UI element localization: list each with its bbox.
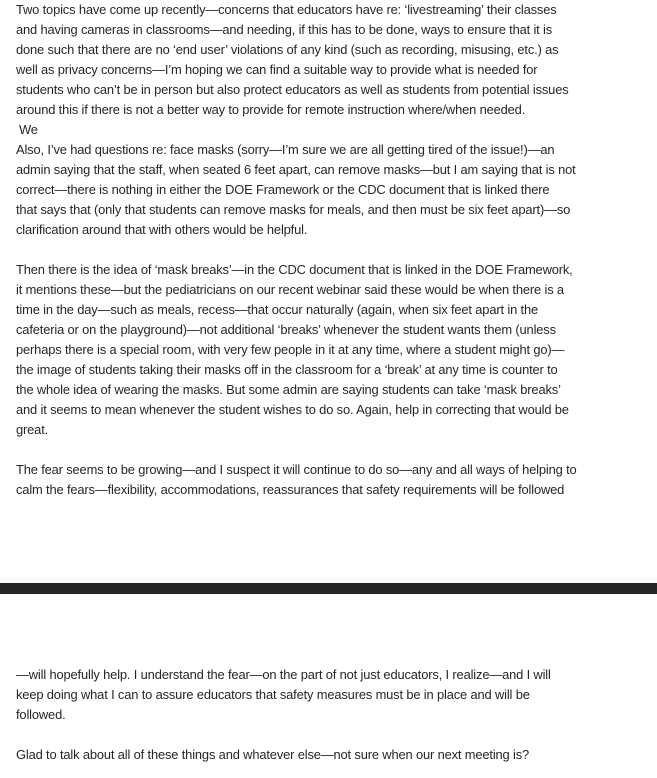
- text-line: well as privacy concerns—I’m hoping we can find a suitable way to provide what is needed for: [16, 62, 538, 77]
- text-line: Then there is the idea of ‘mask breaks’—in the CDC document that is linked in the DOE Framework,: [16, 262, 573, 277]
- text-line: calm the fears—flexibility, accommodations, reassurances that safety requirements will be followed: [16, 482, 565, 497]
- text-line: the image of students taking their masks off in the classroom for a ‘break’ at any time is counter to: [16, 362, 558, 377]
- text-line: We: [19, 122, 38, 137]
- text-line: cafeteria or on the playground)—not additional ‘breaks’ whenever the student wants them (unless: [16, 322, 556, 337]
- text-line: around this if there is not a better way to provide for remote instruction where/when needed.: [16, 102, 526, 117]
- text-line: admin saying that the staff, when seated 6 feet apart, can remove masks—but I am saying that is not: [16, 162, 576, 177]
- text-line: the whole idea of wearing the masks. But some admin are saying students can take ‘mask breaks’: [16, 382, 561, 397]
- text-line: great.: [16, 422, 49, 437]
- text-line: keep doing what I can to assure educators that safety measures must be in place and will be: [16, 687, 530, 702]
- text-line: students who can’t be in person but also protect educators as well as students from potential issues: [16, 82, 569, 97]
- text-line: Also, I’ve had questions re: face masks (sorry—I’m sure we are all getting tired of the issue!)—an: [16, 142, 555, 157]
- page-break-divider: [0, 583, 657, 594]
- text-line: done such that there are no ‘end user’ violations of any kind (such as recording, misusing, etc.) as: [16, 42, 559, 57]
- text-line: Glad to talk about all of these things and whatever else—not sure when our next meeting is?: [16, 747, 530, 762]
- text-line: and having cameras in classrooms—and needing, if this has to be done, ways to ensure that it is: [16, 22, 553, 37]
- text-line: perhaps there is a special room, with very few people in it at any time, where a student might go)—: [16, 342, 565, 357]
- text-line: —will hopefully help. I understand the fear—on the part of not just educators, I realize—and I will: [16, 667, 551, 682]
- text-line: correct—there is nothing in either the DOE Framework or the CDC document that is linked there: [16, 182, 550, 197]
- text-line: it mentions these—but the pediatricians on our recent webinar said these would be when there is a: [16, 282, 564, 297]
- text-line: time in the day—such as meals, recess—that occur naturally (again, when six feet apart in the: [16, 302, 538, 317]
- text-line: and it seems to mean whenever the student wishes to do so. Again, help in correcting that would be: [16, 402, 569, 417]
- text-line: The fear seems to be growing—and I suspect it will continue to do so—any and all ways of helping to: [16, 462, 577, 477]
- text-line: that says that (only that students can remove masks for meals, and then must be six feet apart)—so: [16, 202, 571, 217]
- text-line: clarification around that with others would be helpful.: [16, 222, 308, 237]
- text-line: followed.: [16, 707, 66, 722]
- text-line: Two topics have come up recently—concerns that educators have re: ‘livestreaming’ their classes: [16, 2, 557, 17]
